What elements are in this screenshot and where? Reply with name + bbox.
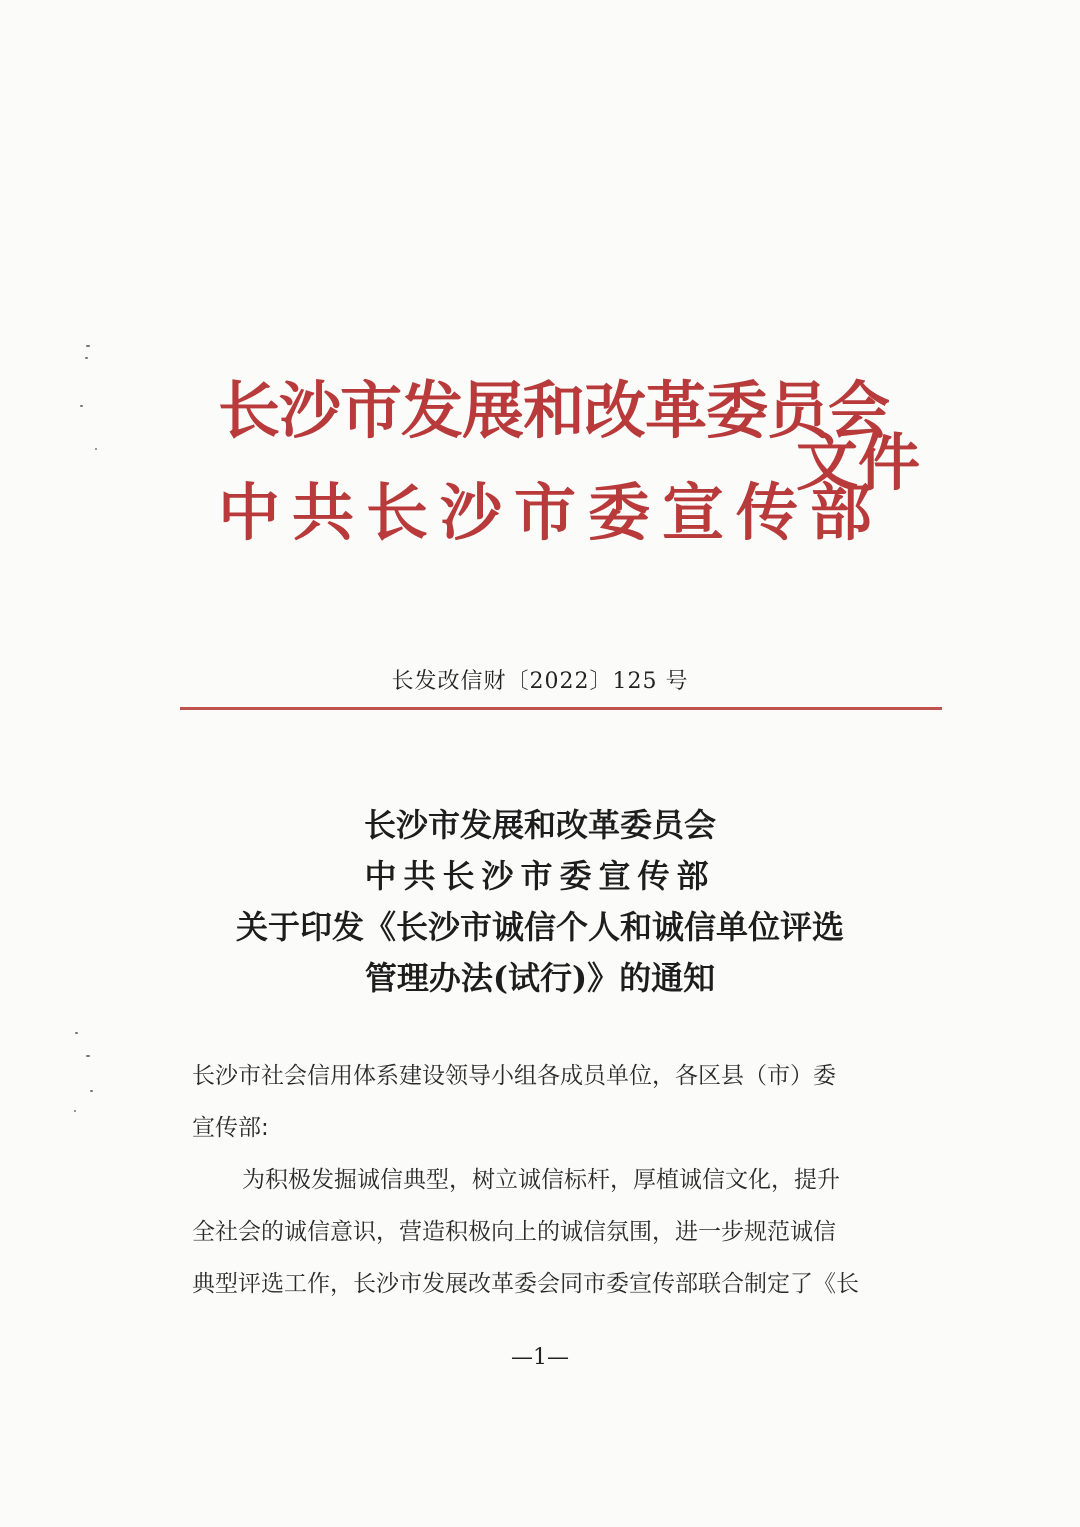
title-line-4: 管理办法(试行)》的通知 (364, 959, 716, 997)
document-type-label: 文件 (796, 426, 921, 499)
issuer-name-1: 长沙市发展和改革委员会 (218, 374, 890, 447)
title-line-1: 长沙市发展和改革委员会 (363, 806, 716, 844)
scan-speck (90, 1090, 93, 1092)
document-number: 长发改信财〔2022〕125 号 (391, 669, 689, 694)
title-line-2: 中共长沙市委宣传部 (364, 857, 716, 895)
scan-speck (86, 1055, 90, 1057)
scan-speck (86, 345, 90, 347)
body-line-1: 为积极发掘诚信典型，树立诚信标杆，厚植诚信文化，提升 (242, 1167, 840, 1193)
notice-title (0, 800, 1080, 1004)
scan-speck (80, 405, 83, 407)
addressee (192, 1050, 932, 1154)
body-paragraph (192, 1154, 932, 1310)
title-line-3: 关于印发《长沙市诚信个人和诚信单位评选 (235, 908, 844, 946)
scan-speck (74, 1110, 76, 1112)
page-number: —1— (511, 1345, 569, 1370)
addressee-line-1: 长沙市社会信用体系建设领导小组各成员单位，各区县（市）委 (192, 1063, 836, 1089)
body-line-3: 典型评选工作，长沙市发展改革委会同市委宣传部联合制定了《长 (192, 1271, 859, 1297)
scan-speck (75, 1032, 78, 1034)
red-divider-line (180, 707, 942, 710)
scan-speck (85, 357, 88, 359)
body-line-2: 全社会的诚信意识，营造积极向上的诚信氛围，进一步规范诚信 (192, 1219, 836, 1245)
issuer-name-2: 中共长沙市委宣传部 (218, 476, 885, 549)
scan-speck (95, 448, 97, 450)
addressee-line-2: 宣传部: (192, 1115, 269, 1141)
